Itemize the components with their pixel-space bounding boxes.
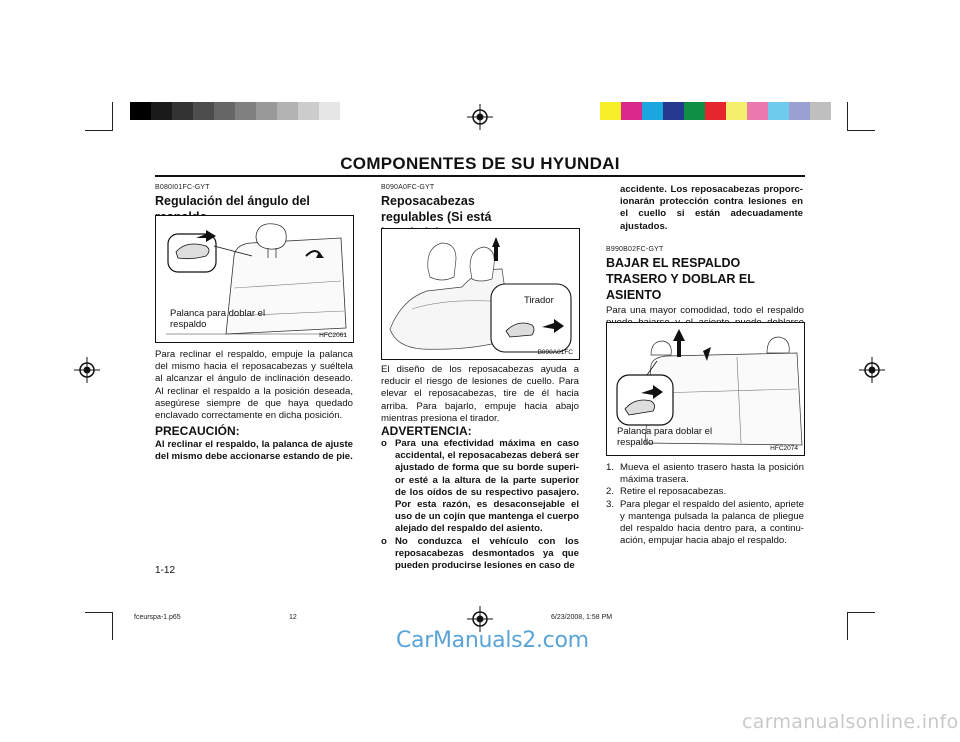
figure-code: HFC2074 [770, 445, 798, 452]
caution-title: PRECAUCIÓN: [155, 424, 240, 438]
gray-swatch [235, 102, 256, 120]
gray-swatch [319, 102, 340, 120]
color-swatch [663, 102, 684, 120]
bullet-marker: o [381, 438, 387, 449]
gray-swatch [214, 102, 235, 120]
section-code: B990B02FC-GYT [606, 246, 664, 253]
footer-page: 12 [289, 614, 297, 621]
crop-mark [847, 612, 875, 613]
warning-item: o Para una efectividad máxima en caso accidental, el reposacabezas deberá ser ajustado de forma que su borde superi- or esté a la altura de la parte superior de los oídos de su respectivo pasajero. Por esta razón, es desaconsejable el uso de un cojín que mantenga el cuerpo alejado del respaldo del asiento. [381, 438, 579, 535]
gray-swatch [298, 102, 319, 120]
crop-mark [847, 612, 848, 640]
warning-title: ADVERTENCIA: [381, 424, 472, 438]
color-swatch [789, 102, 810, 120]
caution-body: Al reclinar el respaldo, la palanca de ajuste del mismo debe accionarse estando de pie. [155, 439, 353, 463]
section-body: Para una mayor comodidad, todo el respaldo [606, 305, 804, 316]
warning-list [381, 438, 579, 572]
section-code: B090A0FC-GYT [381, 184, 435, 191]
watermark-carmanuals2: CarManuals2.com [396, 628, 589, 653]
color-swatch [747, 102, 768, 120]
step-item: 3. Para plegar el respaldo del asiento, apriete y mantenga pulsada la palanca de pliegue del respaldo hacia dentro para, a continu- ación, empujar hacia abajo el respaldo. [606, 498, 804, 547]
section-code: B080I01FC-GYT [155, 184, 210, 191]
headrest-illustration [382, 229, 579, 359]
color-swatch [726, 102, 747, 120]
footer-file: fceurspa-1.p65 [134, 614, 181, 621]
figure-code: B090A01FC [537, 349, 573, 356]
section-heading: Regulación del ángulo del [155, 194, 310, 208]
color-bar [600, 102, 831, 120]
footer-date: 6/23/2008, 1:58 PM [551, 614, 613, 621]
page-number: 1-12 [155, 565, 176, 576]
crop-mark [847, 102, 848, 130]
warning-item: o No conduzca el vehículo con los reposacabezas desmontados ya que pueden producirse lesiones en caso de [381, 535, 579, 572]
gray-swatch [256, 102, 277, 120]
gray-swatch [130, 102, 151, 120]
section-heading: BAJAR EL RESPALDO TRASERO Y DOBLAR EL ASIENTO [606, 256, 755, 302]
color-swatch [684, 102, 705, 120]
title-rule [155, 175, 805, 177]
registration-mark-icon [74, 357, 100, 383]
section-heading: Reposacabezas regulables (Si está [381, 194, 492, 224]
registration-mark-icon [467, 104, 493, 130]
color-swatch [600, 102, 621, 120]
gray-scale-bar [130, 102, 340, 120]
page-title: COMPONENTES DE SU HYUNDAI [340, 154, 620, 173]
crop-mark [847, 130, 875, 131]
figure-headrest [381, 228, 580, 360]
continued-text: accidente. Los reposacabezas proporc- ionarán protección contra lesiones en el cuello si están adecuadamente ajustados. [620, 184, 803, 232]
section-body: Para reclinar el respaldo, empuje la palanca del mismo hacia el reposacabezas y suéltela al alcanzar el ángulo de inclinación deseado. Al reclinar el respaldo a la posición deseada, asegúrese siempre de que haya quedado enclavado correctamente en dicha posición. [155, 349, 353, 422]
crop-mark [112, 102, 113, 130]
gray-swatch [172, 102, 193, 120]
figure-label: Tirador [524, 295, 554, 306]
crop-mark [85, 612, 113, 613]
color-swatch [810, 102, 831, 120]
figure-backrest-angle [155, 215, 354, 343]
color-swatch [621, 102, 642, 120]
step-item: 2. Retire el reposacabezas. [606, 486, 727, 498]
steps-list [606, 462, 804, 547]
section-body: El diseño de los reposacabezas ayuda a reducir el riesgo de lesiones de cuello. Para elevar el reposacabezas, tire de él hacia arriba. Para bajarlo, empuje hacia abajo mientras presiona el tirador. [381, 364, 579, 424]
gray-swatch [277, 102, 298, 120]
gray-swatch [151, 102, 172, 120]
color-swatch [705, 102, 726, 120]
gray-swatch [193, 102, 214, 120]
step-item: 1. Mueva el asiento trasero hasta la posición máxima trasera. [606, 462, 804, 486]
registration-mark-icon [859, 357, 885, 383]
color-swatch [642, 102, 663, 120]
figure-code: HFC2061 [319, 332, 347, 339]
figure-label: Palanca para doblar el respaldo [170, 308, 266, 330]
watermark-carmanualsonline: carmanualsonline.info [742, 711, 959, 733]
bullet-marker: o [381, 535, 387, 547]
crop-mark [85, 130, 113, 131]
figure-label: Palanca para doblar el respaldo [617, 426, 713, 448]
figure-fold-seat [606, 322, 805, 456]
color-swatch [768, 102, 789, 120]
crop-mark [112, 612, 113, 640]
